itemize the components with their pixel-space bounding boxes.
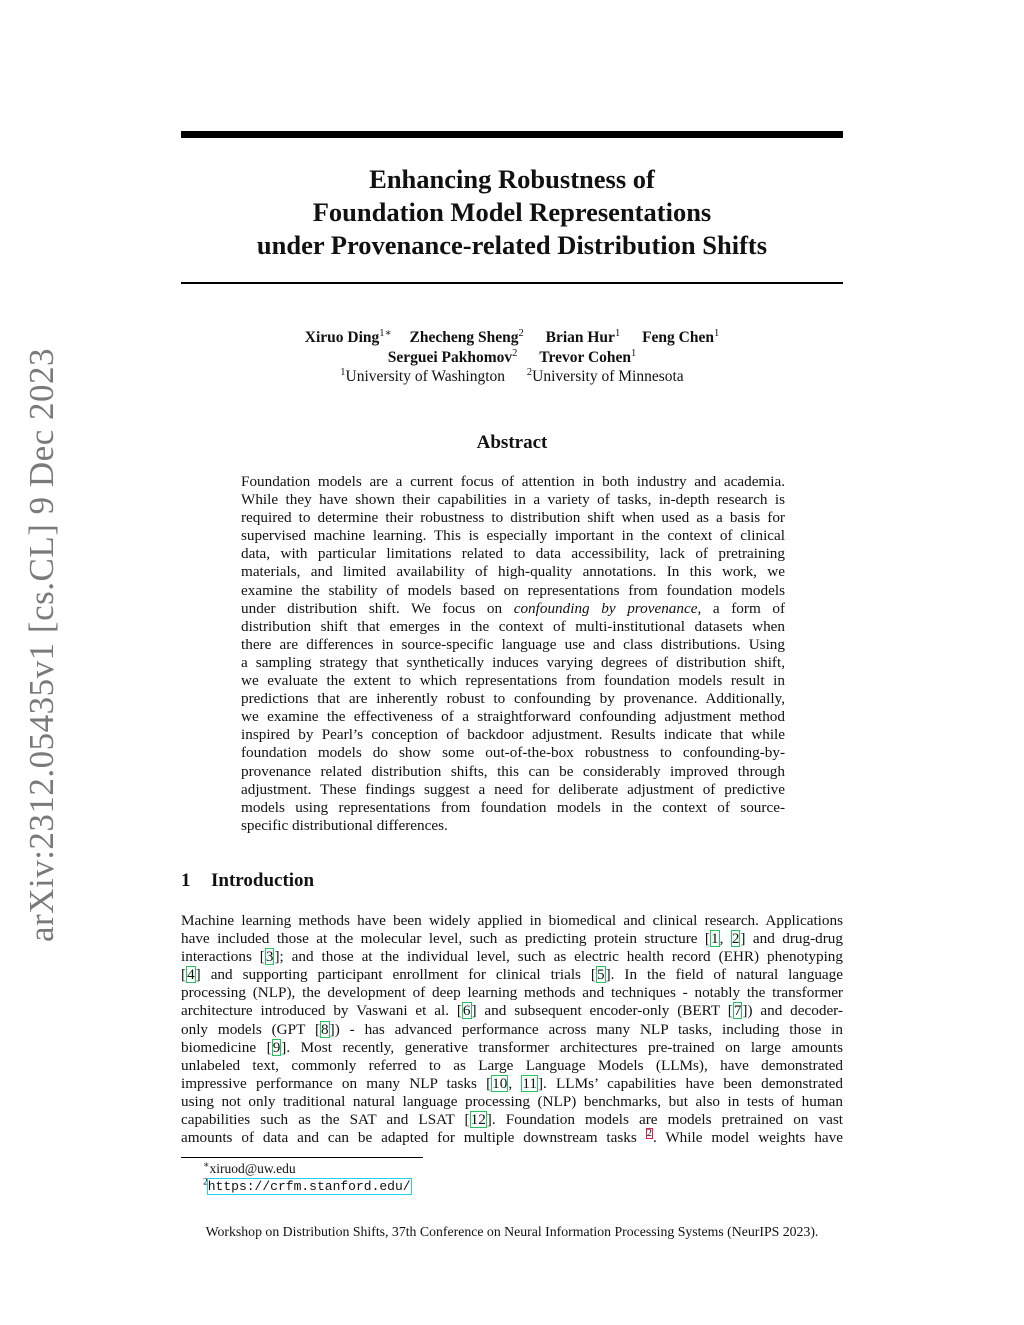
author-name: Trevor Cohen [539, 348, 632, 366]
author-affiliation-mark: 2 [518, 327, 524, 339]
citation-link[interactable]: 3 [265, 948, 274, 966]
affiliation-name: University of Washington [345, 368, 506, 385]
abstract-line: foundation models do show some out-of-the-box robustness to confounding-by- [241, 744, 785, 762]
citation-link[interactable]: 8 [321, 1020, 329, 1038]
author-name: Xiruo Ding [304, 329, 380, 346]
author-affiliation-mark: 1 [713, 327, 720, 339]
abstract-line: While they have shown their capabilities in a variety of tasks, in-depth research is [241, 491, 785, 509]
abstract-line [241, 600, 785, 618]
author-affiliation-mark: 1∗ [379, 327, 392, 339]
footnote-link[interactable]: 2 [646, 1128, 652, 1140]
intro-text: ] and drug-drug [740, 930, 843, 948]
abstract-line: distribution shift that emerges in the context of multi-institutional datasets when [241, 617, 785, 635]
citation-link[interactable]: 1 [710, 930, 719, 948]
intro-text: capabilities such as the SAT and LSAT [ [181, 1111, 470, 1129]
abstract-line: Foundation models are a current focus of attention in both industry and academia. [241, 473, 785, 490]
intro-text: impressive performance on many NLP tasks [ [181, 1074, 492, 1092]
affiliation-name: University of Minnesota [532, 368, 684, 385]
intro-text: ]. LLMs’ capabilities have been demonstrated [537, 1074, 844, 1092]
footnote-rule [181, 1157, 423, 1158]
intro-text: , [508, 1074, 522, 1092]
intro-text: ]; and those at the individual level, such as electric health record (EHR) phenotyping [274, 948, 843, 966]
arxiv-identifier-stamp: arXiv:2312.05435v1 [cs.CL] 9 Dec 2023 [22, 348, 61, 942]
abstract-line: a sampling strategy that synthetically induces varying degrees of distribution shift, [241, 653, 785, 671]
intro-line: processing (NLP), the development of deep learning methods and techniques - notably the transformer [181, 984, 843, 1002]
intro-text: ]) and decoder- [742, 1002, 843, 1020]
intro-line [181, 1111, 843, 1129]
intro-line [181, 1129, 843, 1147]
citation-link[interactable]: 12 [470, 1111, 486, 1129]
paper-title [181, 163, 843, 262]
abstract-text: under distribution shift. We focus on [241, 599, 503, 617]
intro-line [181, 1002, 843, 1020]
section-heading-introduction [181, 870, 314, 892]
intro-text: , [719, 930, 731, 948]
author-name: Feng Chen [642, 329, 714, 346]
title-top-rule [181, 131, 843, 138]
footnote-url-link[interactable]: https://crfm.stanford.edu/ [207, 1179, 411, 1194]
title-bottom-rule [181, 282, 843, 284]
abstract-heading: Abstract [476, 432, 548, 453]
introduction-body [181, 912, 843, 1147]
abstract-line: adjustment. These findings suggest a need for deliberate adjustment of predictive [241, 780, 785, 798]
abstract-text: , a form of [697, 599, 786, 617]
author-affiliation-mark: 1 [614, 327, 621, 339]
section-title: Introduction [211, 870, 315, 891]
footnote-mark: ∗ [203, 1160, 210, 1171]
citation-link[interactable]: 2 [731, 930, 740, 948]
abstract-line: we examine the effectiveness of a straightforward confounding adjustment method [241, 708, 785, 726]
footnote-email: xiruod@uw.edu [209, 1161, 296, 1176]
author-name: Zhecheng Sheng [409, 329, 519, 346]
intro-text: ]) - has advanced performance across many NLP tasks, including those in [329, 1020, 844, 1038]
abstract-line: we evaluate the extent to which representations from foundation models result in [241, 672, 785, 690]
author-row-1 [181, 328, 843, 348]
author-affiliation-mark: 1 [631, 347, 637, 359]
intro-line [181, 966, 843, 984]
intro-text: architecture introduced by Vaswani et al. [ [181, 1002, 462, 1020]
abstract-line: specific distributional differences. [241, 816, 448, 834]
abstract-line: provenance related distribution shifts, this can be considerably improved through [241, 762, 785, 780]
title-line-2: Foundation Model Representations [312, 197, 712, 227]
citation-link[interactable]: 11 [522, 1074, 537, 1092]
intro-text: have included those at the molecular level, such as predicting protein structure [ [181, 930, 710, 948]
abstract-line: there are differences in source-specific language use and class distributions. Using [241, 635, 785, 653]
title-line-3: under Provenance-related Distribution Shifts [256, 230, 768, 260]
intro-line: unlabeled text, commonly referred to as Large Language Models (LLMs), have demonstrated [181, 1056, 843, 1074]
intro-text: biomedicine [ [181, 1038, 272, 1056]
intro-text: [ [181, 966, 187, 984]
title-line-1: Enhancing Robustness of [369, 164, 655, 194]
intro-line: Machine learning methods have been widely applied in biomedical and clinical research. Applications [181, 912, 843, 929]
intro-text: . While model weights have [652, 1129, 843, 1147]
emphasized-term: confounding by provenance [513, 599, 698, 617]
affiliation-mark: 1 [340, 366, 346, 378]
abstract-line: inspired by Pearl’s conception of backdoor adjustment. Results indicate that while [241, 726, 785, 744]
intro-line [181, 948, 843, 966]
author-affiliation-mark: 2 [512, 347, 518, 359]
author-row-2 [181, 348, 843, 368]
citation-link[interactable]: 6 [462, 1002, 471, 1020]
abstract-line: materials, and limited availability of high-quality annotations. In this work, we [241, 563, 785, 581]
author-name: Brian Hur [545, 329, 615, 346]
intro-line [181, 1075, 843, 1093]
intro-text: ] and supporting participant enrollment for clinical trials [ [195, 966, 596, 984]
affiliation-mark: 2 [526, 366, 533, 378]
intro-text: amounts of data and can be adapted for multiple downstream tasks [181, 1129, 637, 1147]
abstract-line: models using representations from foundation models in the context of source- [241, 798, 785, 816]
intro-line [181, 930, 843, 948]
venue-footer: Workshop on Distribution Shifts, 37th Conference on Neural Information Processing Systems (NeurIPS 2023). [205, 1224, 819, 1239]
abstract-line: required to determine their robustness to distribution shift when used as a basis for [241, 509, 785, 527]
intro-text: only models (GPT [ [181, 1020, 321, 1038]
abstract-line: examine the stability of models based on representations from foundation models [241, 581, 785, 599]
citation-link[interactable]: 10 [492, 1074, 508, 1092]
abstract-line: predictions that are inherently robust to confounding by provenance. Additionally, [241, 690, 785, 708]
citation-link[interactable]: 5 [597, 966, 605, 984]
citation-link[interactable]: 9 [272, 1038, 281, 1056]
citation-link[interactable]: 4 [187, 966, 195, 984]
intro-line [181, 1021, 843, 1039]
citation-link[interactable]: 7 [733, 1002, 742, 1020]
section-number: 1 [181, 870, 191, 891]
abstract-line: data, with particular limitations related to data accessibility, lack of pretraining [241, 545, 785, 563]
abstract-line: supervised machine learning. This is especially important in the context of clinical [241, 527, 785, 545]
abstract-body [241, 473, 785, 835]
footnote-mark: 2 [203, 1177, 208, 1188]
intro-text: ]. In the field of natural language [605, 966, 843, 984]
footnote-1 [203, 1160, 411, 1177]
footnote-2 [203, 1177, 411, 1195]
intro-text: interactions [ [181, 948, 265, 966]
intro-text: ]. Most recently, generative transformer architectures pre-trained on large amounts [281, 1038, 843, 1056]
intro-text: ] and subsequent encoder-only (BERT [ [471, 1002, 733, 1020]
author-name: Serguei Pakhomov [387, 348, 513, 366]
intro-line: using not only traditional natural language processing (NLP) benchmarks, but also in tests of human [181, 1092, 843, 1110]
footnotes [203, 1160, 411, 1195]
affiliation-row [181, 367, 843, 387]
intro-text: ]. Foundation models are models pretrained on vast [486, 1111, 843, 1129]
intro-line [181, 1039, 843, 1057]
author-block [181, 328, 843, 387]
